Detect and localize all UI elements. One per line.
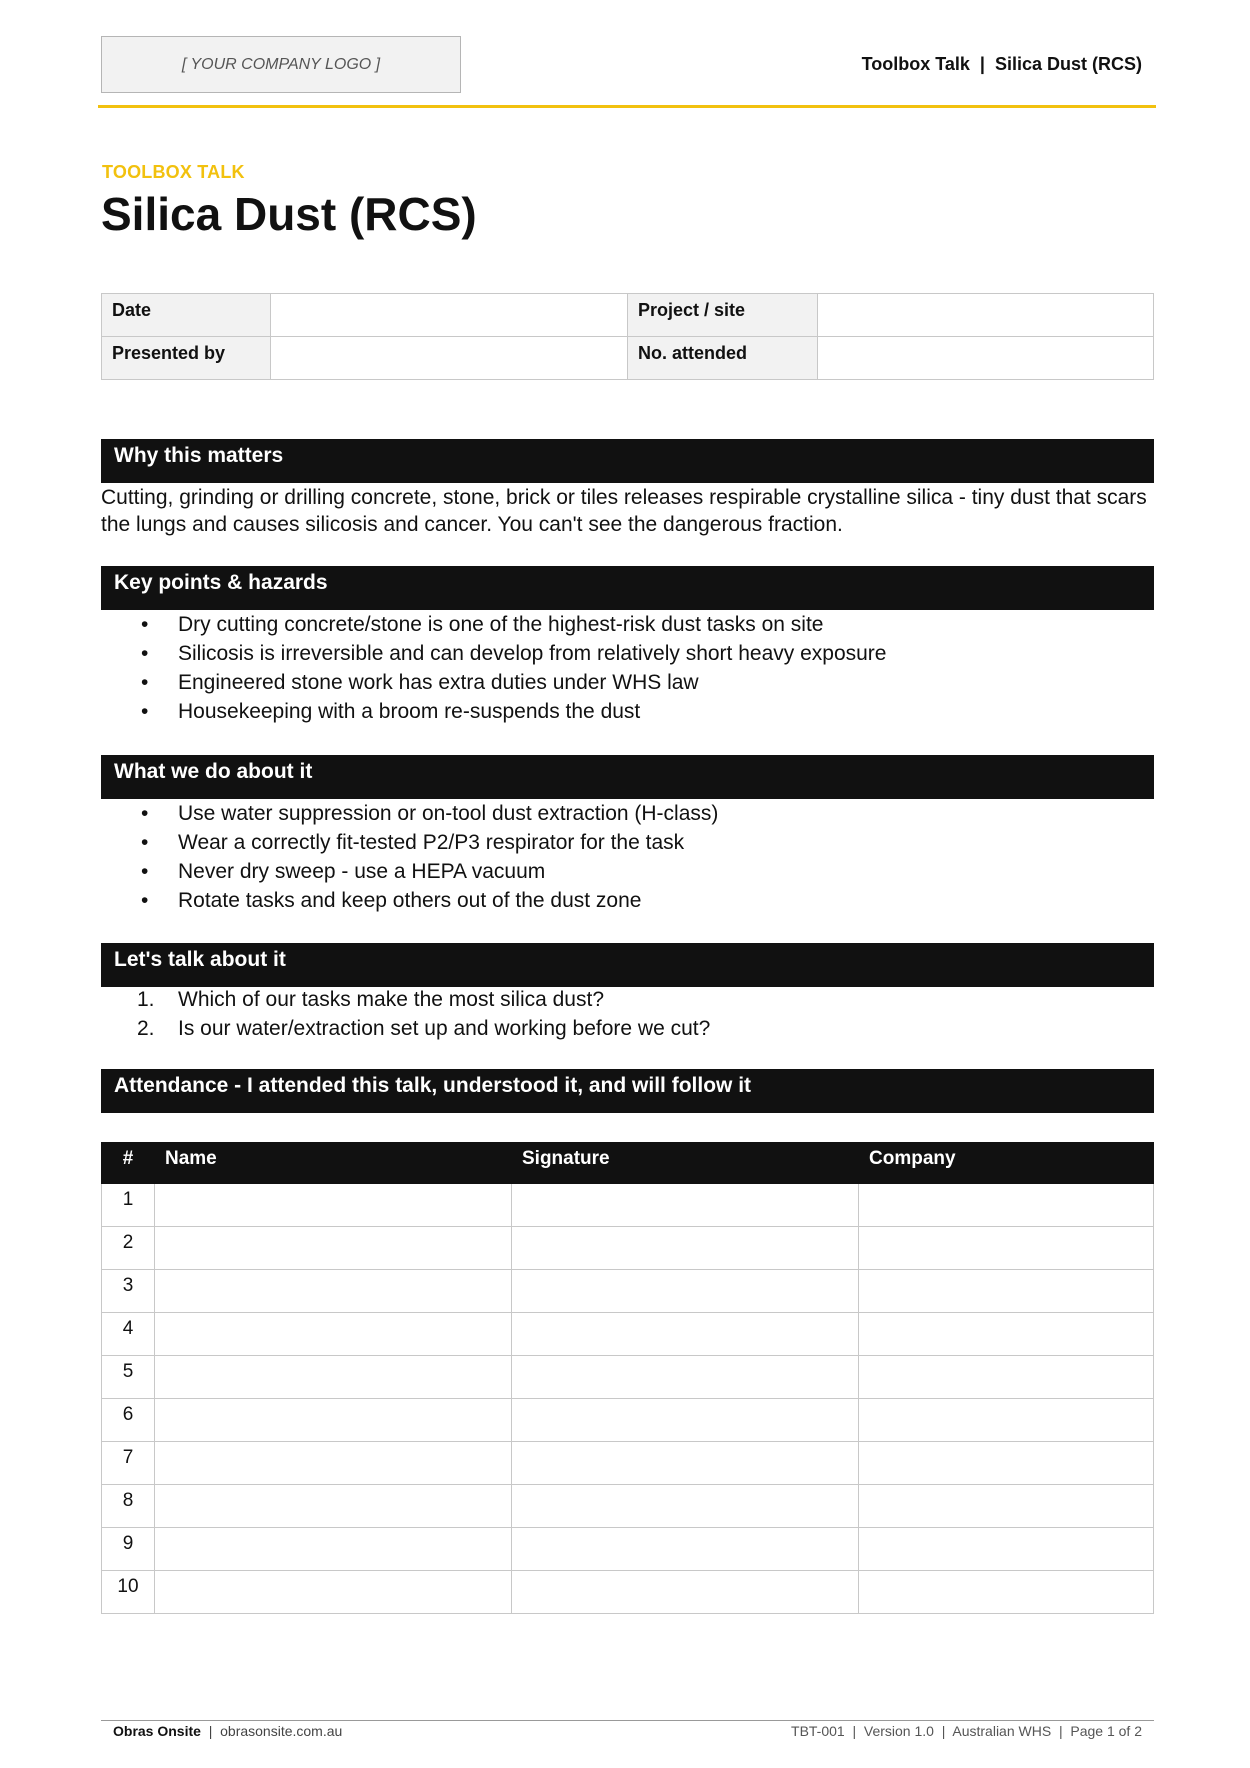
table-row xyxy=(102,1356,1154,1399)
project-label: Project / site xyxy=(628,294,818,337)
footer-company xyxy=(113,1723,342,1739)
signature-cell[interactable] xyxy=(512,1571,859,1614)
section-heading-what-we-do: What we do about it xyxy=(101,755,1154,799)
col-header-company: Company xyxy=(859,1143,1154,1184)
row-number: 1 xyxy=(102,1184,155,1227)
info-row xyxy=(102,337,1154,380)
attendance-header-row xyxy=(102,1143,1154,1184)
row-number: 5 xyxy=(102,1356,155,1399)
row-number: 6 xyxy=(102,1399,155,1442)
signature-cell[interactable] xyxy=(512,1227,859,1270)
bullet-icon: • xyxy=(141,802,149,825)
footer-doc-meta: TBT-001 | Version 1.0 | Australian WHS | Page 1 of 2 xyxy=(791,1723,1142,1739)
bullet-icon: • xyxy=(141,642,149,665)
company-cell[interactable] xyxy=(859,1571,1154,1614)
bullet-icon: • xyxy=(141,831,149,854)
name-cell[interactable] xyxy=(155,1270,512,1313)
list-item-text: Rotate tasks and keep others out of the dust zone xyxy=(178,889,642,912)
presenter-field[interactable] xyxy=(271,337,628,380)
list-item-text: Housekeeping with a broom re-suspends the dust xyxy=(178,700,641,723)
list-item xyxy=(101,857,1154,886)
attended-label: No. attended xyxy=(628,337,818,380)
list-item xyxy=(101,799,1154,828)
list-item-text: Never dry sweep - use a HEPA vacuum xyxy=(178,860,546,883)
list-item xyxy=(101,1014,1154,1043)
row-number: 9 xyxy=(102,1528,155,1571)
header-divider xyxy=(98,105,1156,108)
table-row xyxy=(102,1184,1154,1227)
why-paragraph: Cutting, grinding or drilling concrete, stone, brick or tiles releases respirable crystalline silica - tiny dust that scars the lungs and causes silicosis and cancer. You can't see the dangerous fraction. xyxy=(101,486,1147,536)
table-row xyxy=(102,1485,1154,1528)
table-row xyxy=(102,1399,1154,1442)
footer-separator: | xyxy=(200,1723,221,1739)
list-item-text: Engineered stone work has extra duties under WHS law xyxy=(178,671,699,694)
key-points-list xyxy=(101,610,1154,726)
list-item-text: Silicosis is irreversible and can develop from relatively short heavy exposure xyxy=(178,642,887,665)
row-number: 4 xyxy=(102,1313,155,1356)
table-row xyxy=(102,1270,1154,1313)
date-field[interactable] xyxy=(271,294,628,337)
date-label: Date xyxy=(102,294,271,337)
row-number: 3 xyxy=(102,1270,155,1313)
signature-cell[interactable] xyxy=(512,1485,859,1528)
discussion-list xyxy=(101,985,1154,1043)
signature-cell[interactable] xyxy=(512,1184,859,1227)
list-number: 2. xyxy=(137,1017,155,1040)
attendance-table xyxy=(101,1142,1154,1614)
company-cell[interactable] xyxy=(859,1184,1154,1227)
signature-cell[interactable] xyxy=(512,1356,859,1399)
table-row xyxy=(102,1313,1154,1356)
name-cell[interactable] xyxy=(155,1528,512,1571)
company-cell[interactable] xyxy=(859,1270,1154,1313)
list-item-text: Use water suppression or on-tool dust extraction (H-class) xyxy=(178,802,719,825)
name-cell[interactable] xyxy=(155,1571,512,1614)
company-cell[interactable] xyxy=(859,1356,1154,1399)
table-row xyxy=(102,1442,1154,1485)
list-item-text: Is our water/extraction set up and working before we cut? xyxy=(178,1017,711,1040)
list-item xyxy=(101,886,1154,915)
bullet-icon: • xyxy=(141,671,149,694)
col-header-signature: Signature xyxy=(512,1143,859,1184)
col-header-name: Name xyxy=(155,1143,512,1184)
company-logo-placeholder: [ YOUR COMPANY LOGO ] xyxy=(101,36,461,93)
info-row xyxy=(102,294,1154,337)
company-cell[interactable] xyxy=(859,1399,1154,1442)
name-cell[interactable] xyxy=(155,1313,512,1356)
list-item xyxy=(101,610,1154,639)
signature-cell[interactable] xyxy=(512,1442,859,1485)
name-cell[interactable] xyxy=(155,1442,512,1485)
list-item xyxy=(101,697,1154,726)
list-item xyxy=(101,639,1154,668)
footer-website[interactable]: obrasonsite.com.au xyxy=(220,1723,343,1739)
page-title: Silica Dust (RCS) xyxy=(101,188,477,240)
list-item-text: Which of our tasks make the most silica dust? xyxy=(178,988,604,1011)
name-cell[interactable] xyxy=(155,1485,512,1528)
name-cell[interactable] xyxy=(155,1184,512,1227)
name-cell[interactable] xyxy=(155,1356,512,1399)
section-heading-discussion: Let's talk about it xyxy=(101,943,1154,987)
signature-cell[interactable] xyxy=(512,1313,859,1356)
company-cell[interactable] xyxy=(859,1485,1154,1528)
controls-list xyxy=(101,799,1154,915)
row-number: 2 xyxy=(102,1227,155,1270)
bullet-icon: • xyxy=(141,889,149,912)
name-cell[interactable] xyxy=(155,1399,512,1442)
list-number: 1. xyxy=(137,988,155,1011)
row-number: 8 xyxy=(102,1485,155,1528)
list-item xyxy=(101,668,1154,697)
project-field[interactable] xyxy=(818,294,1154,337)
list-item-text: Dry cutting concrete/stone is one of the highest-risk dust tasks on site xyxy=(178,613,824,636)
company-cell[interactable] xyxy=(859,1227,1154,1270)
bullet-icon: • xyxy=(141,700,149,723)
signature-cell[interactable] xyxy=(512,1399,859,1442)
company-cell[interactable] xyxy=(859,1442,1154,1485)
eyebrow-label: TOOLBOX TALK xyxy=(102,162,245,182)
company-cell[interactable] xyxy=(859,1528,1154,1571)
header-doc-title: Toolbox Talk | Silica Dust (RCS) xyxy=(861,54,1142,74)
list-item xyxy=(101,985,1154,1014)
table-row xyxy=(102,1227,1154,1270)
section-heading-key-points: Key points & hazards xyxy=(101,566,1154,610)
row-number: 10 xyxy=(102,1571,155,1614)
bullet-icon: • xyxy=(141,860,149,883)
talk-info-table xyxy=(101,293,1154,380)
row-number: 7 xyxy=(102,1442,155,1485)
table-row xyxy=(102,1571,1154,1614)
signature-cell[interactable] xyxy=(512,1270,859,1313)
table-row xyxy=(102,1528,1154,1571)
signature-cell[interactable] xyxy=(512,1528,859,1571)
company-cell[interactable] xyxy=(859,1313,1154,1356)
list-item xyxy=(101,828,1154,857)
list-item-text: Wear a correctly fit-tested P2/P3 respirator for the task xyxy=(178,831,685,854)
name-cell[interactable] xyxy=(155,1227,512,1270)
presenter-label: Presented by xyxy=(102,337,271,380)
attended-field[interactable] xyxy=(818,337,1154,380)
bullet-icon: • xyxy=(141,613,149,636)
section-heading-attendance: Attendance - I attended this talk, understood it, and will follow it xyxy=(101,1069,1154,1113)
footer-company-name: Obras Onsite xyxy=(113,1723,201,1739)
section-heading-why: Why this matters xyxy=(101,439,1154,483)
footer-divider xyxy=(101,1720,1154,1721)
col-header-number: # xyxy=(102,1143,155,1184)
